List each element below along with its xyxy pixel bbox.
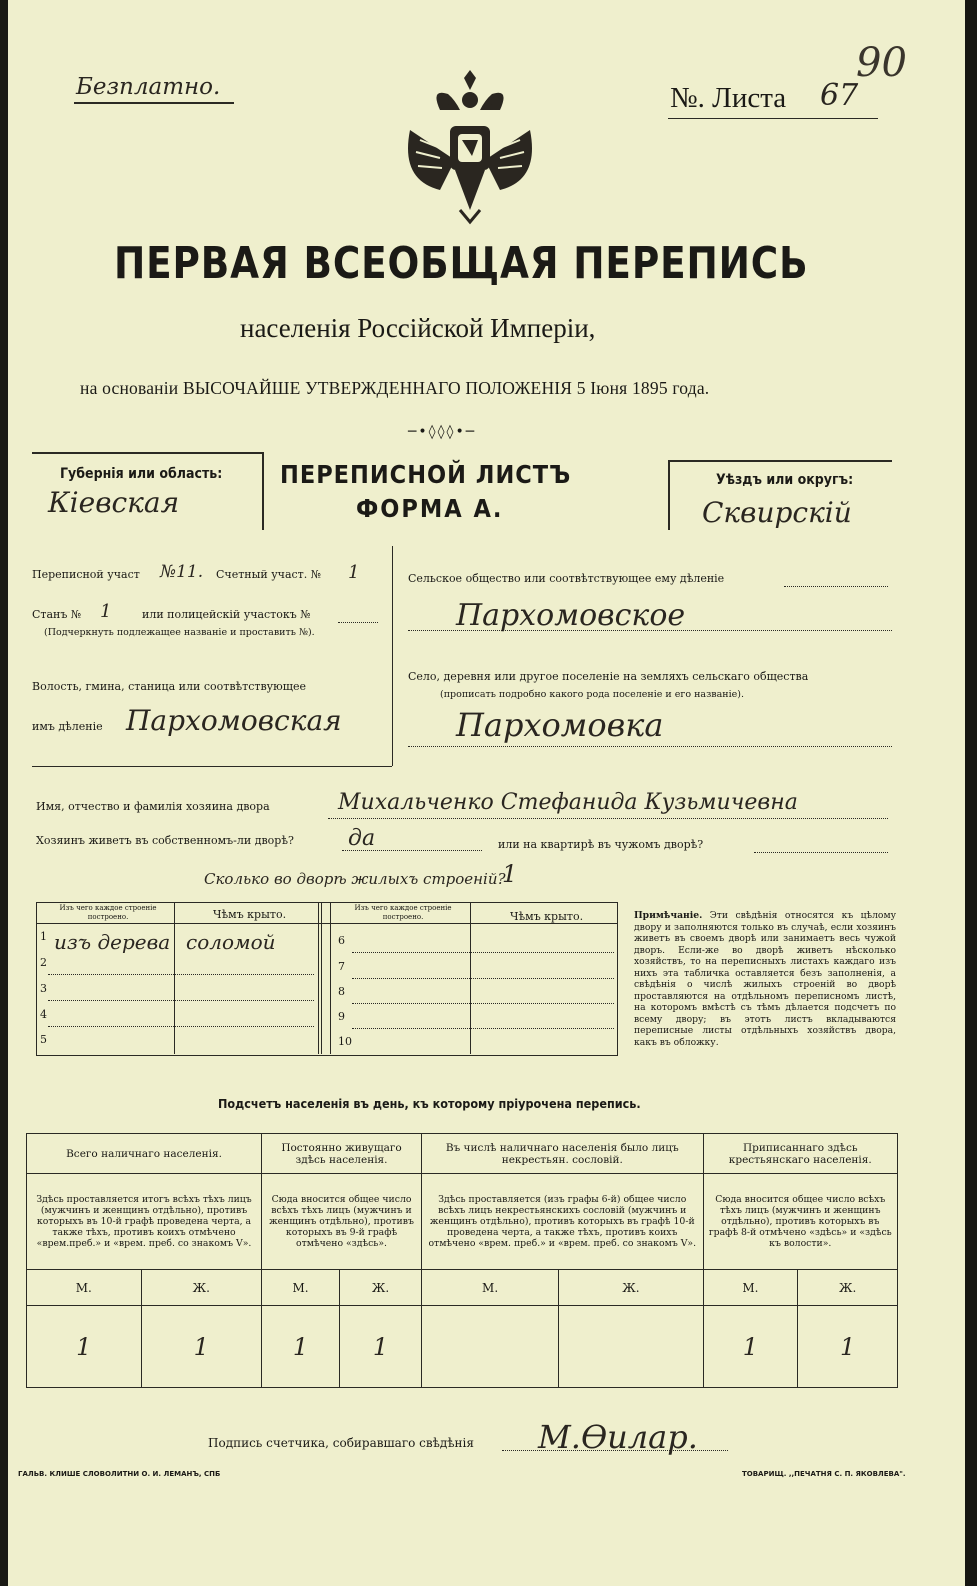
census-title: ПЕРВАЯ ВСЕОБЩАЯ ПЕРЕПИСЬ (114, 238, 809, 289)
col-material-right: Изъ чего каждое строеніе построено. (354, 904, 452, 921)
volost-label-2: имъ дѣленіе (32, 720, 103, 733)
sheet-number-label: №. Листа (670, 82, 787, 114)
row-number: 6 (338, 934, 345, 947)
selo-value: Пархомовка (456, 706, 664, 744)
row-number: 7 (338, 960, 345, 973)
own-yard-value: да (348, 826, 376, 851)
census-sheet (8, 0, 966, 1586)
scan-edge (965, 0, 977, 1586)
permanent-female-count: 1 (339, 1306, 421, 1388)
population-table (26, 1133, 898, 1388)
printer-left: ГАЛЬВ. КЛИШЕ СЛОВОЛИТНИ О. И. ЛЕМАНЪ, СПБ (18, 1470, 221, 1478)
note-title: Примѣчаніе. (634, 910, 703, 921)
printer-right: ТОВАРИЩ. ,,ПЕЧАТНЯ С. П. ЯКОВЛЕВА". (742, 1470, 906, 1478)
pop-head-nonpeasant: Въ числѣ наличнаго населенія было лицъ некрестьян. сословій. (422, 1134, 704, 1174)
row-number: 1 (40, 930, 47, 943)
f-label: Ж. (339, 1270, 421, 1306)
pop-head-permanent: Постоянно живущаго здѣсь населенія. (262, 1134, 422, 1174)
guberniya-value: Кіевская (48, 486, 180, 519)
col-material-left: Изъ чего каждое строеніе построено. (59, 904, 157, 921)
row-number: 4 (40, 1008, 47, 1021)
pop-desc-nonpeasant: Здѣсь проставляется (изъ графы 6-й) общее число всѣхъ лицъ некрестьянскихъ сословій (мужчинъ и женщинъ отдѣльно), противъ которыхъ въ графѣ 10-й проведена черта, а также тѣхъ, противъ коихъ отмѣчено «врем. преб.» и «врем. преб. со знакомъ V». (422, 1174, 704, 1270)
uchastok-number: №11. (160, 562, 204, 582)
schetny-value: 1 (348, 562, 360, 583)
buildings-note (634, 910, 896, 1048)
buildings-count-label: Сколько во дворѣ жилыхъ строеній? (204, 870, 506, 888)
row-number: 9 (338, 1010, 345, 1023)
total-female-count: 1 (141, 1306, 261, 1388)
peasant-female-count: 1 (798, 1306, 898, 1388)
signature-label: Подпись счетчика, собиравшаго свѣдѣнія (208, 1436, 474, 1450)
owner-name-label: Имя, отчество и фамилія хозяина двора (36, 800, 270, 813)
volost-value: Пархомовская (126, 704, 342, 737)
underline-note: (Подчеркнуть подлежащее названіе и проставить №). (44, 627, 315, 638)
population-title: Подсчетъ населенія въ день, къ которому пріурочена перепись. (218, 1096, 641, 1111)
selo-label: Село, деревня или другое поселеніе на земляхъ сельскаго общества (408, 670, 809, 683)
schetny-label: Счетный участ. № (216, 568, 322, 581)
uchastok-label: Переписной участ (32, 568, 140, 581)
m-label: М. (422, 1270, 559, 1306)
stan-value: 1 (100, 601, 112, 622)
census-basis: на основаніи ВЫСОЧАЙШЕ УТВЕРЖДЕННАГО ПОЛОЖЕНІЯ 5 Іюня 1895 года. (80, 378, 710, 398)
form-subtitle: ФОРМА А. (356, 494, 504, 523)
selo-note: (прописать подробно какого рода поселеніе и его названіе). (440, 689, 744, 700)
society-value: Пархомовское (456, 598, 686, 633)
rent-label: или на квартирѣ въ чужомъ дворѣ? (498, 838, 704, 851)
free-label: Безплатно. (76, 74, 221, 100)
m-label: М. (27, 1270, 142, 1306)
col-roof-right: Чѣмъ крыто. (510, 910, 584, 923)
row-roof: соломой (186, 930, 276, 954)
row-number: 10 (338, 1035, 352, 1048)
signature-value: М.Ѳилар. (538, 1418, 698, 1456)
row-number: 3 (40, 982, 47, 995)
pop-head-total: Всего наличнаго населенія. (27, 1134, 262, 1174)
uezd-label: Уѣздъ или округъ: (716, 472, 854, 488)
f-label: Ж. (559, 1270, 703, 1306)
f-label: Ж. (141, 1270, 261, 1306)
note-text: Эти свѣдѣнія относятся къ цѣлому двору и заполняются только въ случаѣ, если хозяинъ живетъ въ своемъ дворѣ или занимаетъ весь чужой дворъ. Если-же во дворѣ живетъ нѣсколько хозяйствъ, то на переписныхъ листахъ каждаго изъ нихъ эта табличка оставляется безъ заполненія, а свѣдѣнія о числѣ жилыхъ строеній во дворѣ проставляются на отдѣльномъ переписномъ листѣ, на которомъ вмѣстѣ съ тѣмъ дѣлается подсчетъ по всему двору; въ этотъ листъ вкладываются переписные листы отдѣльныхъ хозяйствъ двора, какъ въ обложку. (634, 910, 897, 1048)
row-number: 5 (40, 1033, 47, 1046)
col-roof-left: Чѣмъ крыто. (213, 908, 287, 921)
pop-head-peasant: Приписаннаго здѣсь крестьянскаго населенія. (703, 1134, 897, 1174)
buildings-table (36, 902, 618, 1056)
stan-label: Станъ № (32, 608, 82, 621)
row-number: 8 (338, 985, 345, 998)
ornament-divider: ─•◊◊◊•─ (408, 424, 477, 440)
police-label: или полицейскій участокъ № (142, 608, 311, 621)
pop-desc-permanent: Сюда вносится общее число всѣхъ тѣхъ лицъ (мужчинъ и женщинъ отдѣльно), противъ которыхъ въ 9-й графѣ отмѣчено «здѣсь». (262, 1174, 422, 1270)
sheet-number-corner: 90 (856, 40, 907, 86)
row-number: 2 (40, 956, 47, 969)
total-male-count: 1 (27, 1306, 142, 1388)
sheet-number-value: 67 (820, 78, 859, 113)
permanent-male-count: 1 (262, 1306, 340, 1388)
pop-desc-peasant: Сюда вносится общее число всѣхъ тѣхъ лицъ (мужчинъ и женщинъ отдѣльно), противъ которыхъ въ графѣ 8-й отмѣчено «здѣсь» и «здѣсь къ волости». (703, 1174, 897, 1270)
row-material: изъ дерева (54, 930, 171, 954)
double-headed-eagle-emblem (400, 70, 540, 225)
census-subtitle: населенія Россійской Имперіи, (240, 313, 596, 343)
buildings-count-value: 1 (502, 860, 518, 888)
owner-name-value: Михальченко Стефанида Кузьмичевна (338, 790, 798, 815)
guberniya-label: Губернія или область: (60, 466, 223, 482)
peasant-male-count: 1 (703, 1306, 798, 1388)
volost-label: Волость, гмина, станица или соотвѣтствующее (32, 680, 306, 693)
society-label: Сельское общество или соотвѣтствующее ему дѣленіе (408, 572, 725, 585)
f-label: Ж. (798, 1270, 898, 1306)
m-label: М. (703, 1270, 798, 1306)
nonpeasant-male-count (422, 1306, 559, 1388)
nonpeasant-female-count (559, 1306, 703, 1388)
form-title: ПЕРЕПИСНОЙ ЛИСТЪ (280, 460, 572, 489)
own-yard-label: Хозяинъ живетъ въ собственномъ-ли дворѣ? (36, 834, 294, 847)
m-label: М. (262, 1270, 340, 1306)
pop-desc-total: Здѣсь проставляется итогъ всѣхъ тѣхъ лицъ (мужчинъ и женщинъ отдѣльно), противъ которыхъ въ 10-й графѣ проведена черта, а также тѣхъ, противъ коихъ отмѣчено «врем.преб.» и «врем. преб. со знакомъ V». (27, 1174, 262, 1270)
uezd-value: Сквирскій (702, 496, 852, 529)
